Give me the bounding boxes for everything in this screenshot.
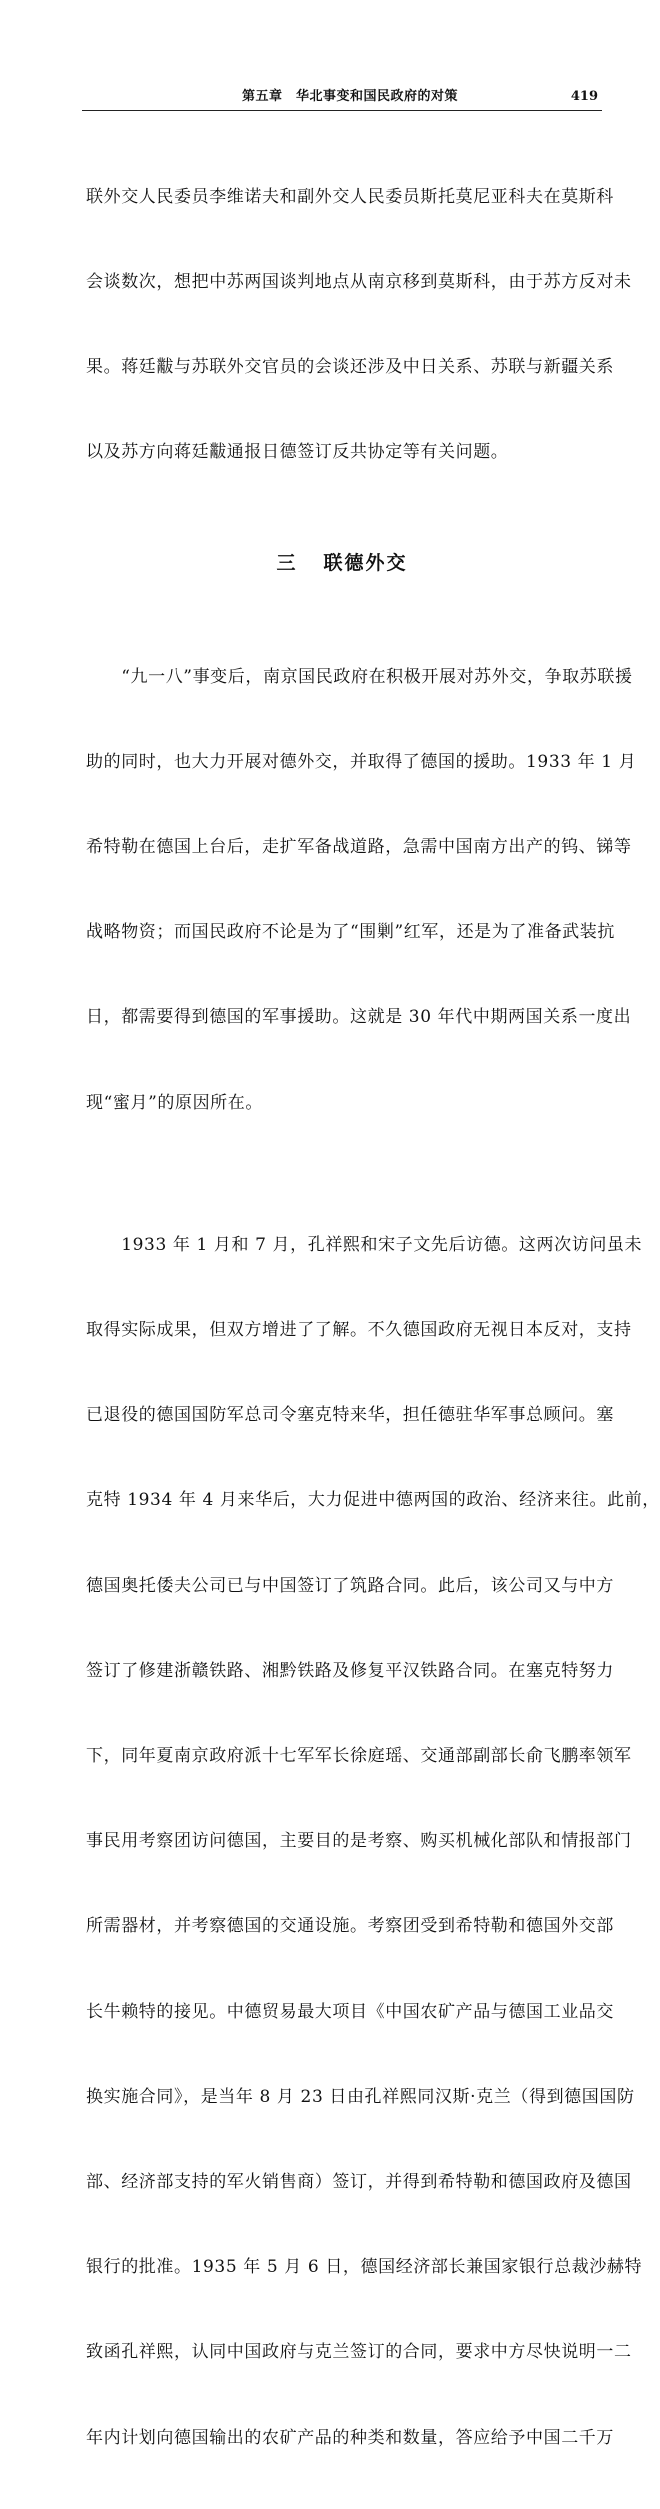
text-line: 助的同时，也大力开展对德外交，并取得了德国的援助。1933 年 1 月 — [86, 751, 637, 772]
paragraph-2 — [86, 606, 637, 1174]
text-line: 已退役的德国国防军总司令塞克特来华，担任德驻华军事总顾问。塞 — [86, 1405, 614, 1426]
text-line: 以及苏方向蒋廷黻通报日德签订反共协定等有关问题。 — [86, 442, 509, 463]
text-line: 会谈数次，想把中苏两国谈判地点从南京移到莫斯科，由于苏方反对未 — [86, 272, 632, 293]
text-line: 克特 1934 年 4 月来华后，大力促进中德两国的政治、经济来往。此前， — [86, 1490, 660, 1511]
text-line: 银行的批准。1935 年 5 月 6 日，德国经济部长兼国家银行总裁沙赫特 — [86, 2257, 643, 2278]
text-line: 所需器材，并考察德国的交通设施。考察团受到希特勒和德国外交部 — [86, 1916, 614, 1937]
body-text — [86, 126, 660, 2509]
text-line: 换实施合同》，是当年 8 月 23 日由孔祥熙同汉斯·克兰（得到德国国防 — [86, 2086, 635, 2107]
text-line: 事民用考察团访问德国，主要目的是考察、购买机械化部队和情报部门 — [86, 1831, 632, 1852]
text-line: 希特勒在德国上台后，走扩军备战道路，急需中国南方出产的钨、锑等 — [86, 836, 632, 857]
running-head: 第五章 华北事变和国民政府的对策 — [242, 89, 459, 104]
paragraph-1 — [86, 126, 632, 524]
text-line: 部、经济部支持的军火销售商）签订，并得到希特勒和德国政府及德国 — [86, 2172, 632, 2193]
text-line: 现“蜜月”的原因所在。 — [86, 1092, 263, 1113]
paragraph-3 — [86, 1174, 660, 2509]
section-number: 三 — [276, 551, 298, 574]
text-line: 取得实际成果，但双方增进了了解。不久德国政府无视日本反对，支持 — [86, 1319, 632, 1340]
section-title: 联德外交 — [323, 551, 408, 574]
section-heading — [86, 550, 598, 576]
text-line: “九一八”事变后，南京国民政府在积极开展对苏外交，争取苏联援 — [86, 666, 633, 687]
text-line: 日，都需要得到德国的军事援助。这就是 30 年代中期两国关系一度出 — [86, 1007, 632, 1028]
text-line: 签订了修建浙赣铁路、湘黔铁路及修复平汉铁路合同。在塞克特努力 — [86, 1660, 614, 1681]
text-line: 战略物资；而国民政府不论是为了“围剿”红军，还是为了准备武装抗 — [86, 922, 615, 943]
text-line: 年内计划向德国输出的农矿产品的种类和数量，答应给予中国二千万 — [86, 2427, 614, 2448]
text-line: 联外交人民委员李维诺夫和副外交人民委员斯托莫尼亚科夫在莫斯科 — [86, 186, 614, 207]
text-line: 德国奥托倭夫公司已与中国签订了筑路合同。此后，该公司又与中方 — [86, 1575, 614, 1596]
text-line: 长牛赖特的接见。中德贸易最大项目《中国农矿产品与德国工业品交 — [86, 2001, 614, 2022]
page-header — [82, 88, 602, 111]
text-line: 果。蒋廷黻与苏联外交官员的会谈还涉及中日关系、苏联与新疆关系 — [86, 357, 614, 378]
text-line: 1933 年 1 月和 7 月，孔祥熙和宋子文先后访德。这两次访问虽未 — [86, 1234, 643, 1255]
text-line: 致函孔祥熙，认同中国政府与克兰签订的合同，要求中方尽快说明一二 — [86, 2342, 632, 2363]
page-number: 419 — [570, 89, 598, 104]
text-line: 下，同年夏南京政府派十七军军长徐庭瑶、交通部副部长俞飞鹏率领军 — [86, 1745, 632, 1766]
